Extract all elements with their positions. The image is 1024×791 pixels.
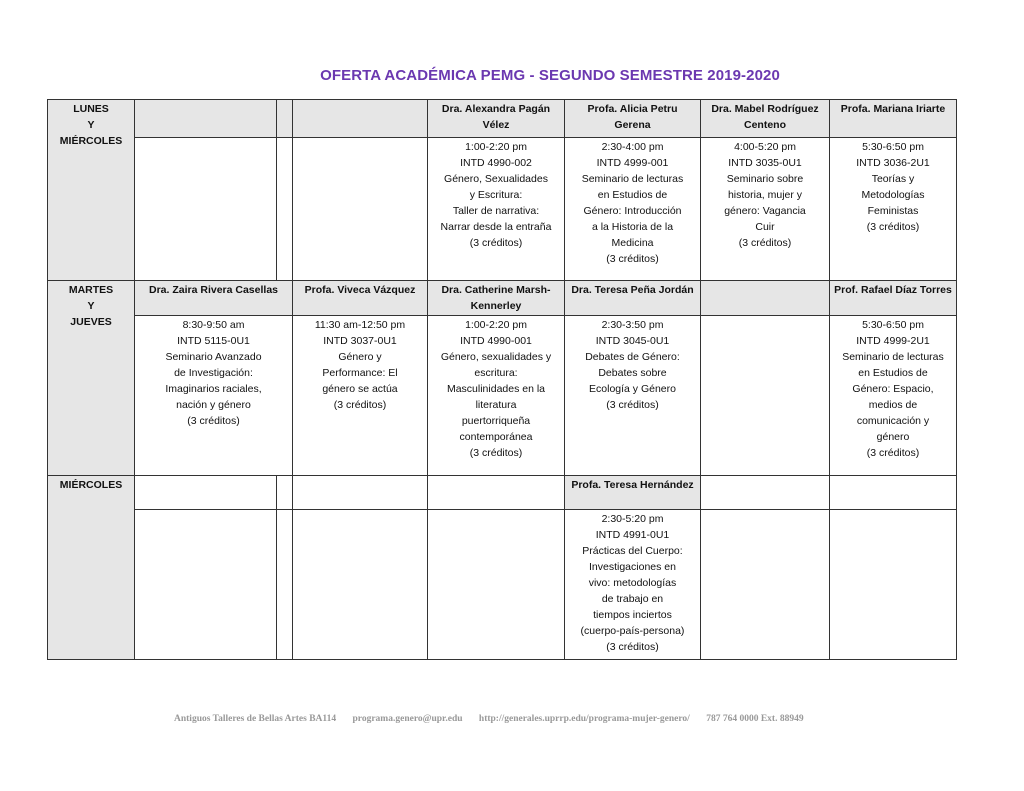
page-title: OFERTA ACADÉMICA PEMG - SEGUNDO SEMESTRE 2019-2020 — [320, 67, 780, 84]
schedule-table — [47, 99, 957, 660]
professor-cell — [701, 476, 830, 510]
course-line: Performance: El — [322, 367, 398, 379]
course-line: literatura — [475, 399, 517, 411]
course-line: comunicación y — [856, 415, 930, 427]
day-label: MIÉRCOLES — [59, 479, 123, 491]
day-label: LUNES — [73, 103, 109, 115]
professor-cell — [428, 476, 565, 510]
course-line: 8:30-9:50 am — [182, 319, 245, 331]
table-row — [48, 476, 957, 510]
course-line: (3 créditos) — [866, 447, 920, 459]
course-line: INTD 4990-001 — [460, 335, 532, 347]
course-line: 11:30 am-12:50 pm — [314, 319, 406, 331]
course-cell — [830, 316, 957, 476]
course-line: puertorriqueña — [461, 415, 531, 427]
course-line: Medicina — [611, 237, 654, 249]
course-line: Prácticas del Cuerpo: — [582, 545, 683, 557]
course-line: de Investigación: — [174, 367, 253, 379]
table-row — [48, 138, 957, 281]
day-label: MIÉRCOLES — [59, 135, 123, 147]
professor-cell: Dra. Teresa Peña Jordán — [565, 281, 701, 316]
day-label: JUEVES — [70, 316, 112, 328]
course-line: en Estudios de — [858, 367, 928, 379]
course-cell — [565, 316, 701, 476]
course-line: género — [876, 431, 910, 443]
course-line: 2:30-5:20 pm — [601, 513, 664, 525]
course-line: 2:30-4:00 pm — [601, 141, 664, 153]
course-line: Género, sexualidades y — [440, 351, 552, 363]
course-line: Seminario de lecturas — [581, 173, 684, 185]
day-cell-miercoles — [48, 476, 135, 660]
course-cell — [428, 138, 565, 281]
course-cell — [277, 510, 293, 660]
course-line: en Estudios de — [597, 189, 668, 201]
course-cell — [293, 138, 428, 281]
course-line: 2:30-3:50 pm — [601, 319, 664, 331]
course-line: 5:30-6:50 pm — [862, 141, 924, 153]
course-cell — [565, 138, 701, 281]
course-line: INTD 3037-0U1 — [323, 335, 397, 347]
professor-cell: Prof. Rafael Díaz Torres — [830, 281, 957, 316]
course-line: INTD 3035-0U1 — [728, 157, 802, 169]
course-line: Feministas — [867, 205, 919, 217]
course-line: vivo: metodologías — [588, 577, 677, 589]
course-line: Teorías y — [871, 173, 915, 185]
course-line: (3 créditos) — [333, 399, 387, 411]
footer-url[interactable]: http://generales.uprrp.edu/programa-mujer-genero/ — [478, 714, 690, 724]
course-line: Género y — [338, 351, 382, 363]
course-line: Taller de narrativa: — [452, 205, 540, 217]
day-label: MARTES — [68, 284, 114, 296]
course-line: Seminario de lecturas — [842, 351, 944, 363]
course-line: medios de — [868, 399, 918, 411]
professor-cell — [277, 476, 293, 510]
course-cell — [277, 138, 293, 281]
course-line: a la Historia de la — [591, 221, 674, 233]
course-line: (3 créditos) — [738, 237, 792, 249]
course-line: Género: Espacio, — [852, 383, 934, 395]
course-line: INTD 4991-0U1 — [595, 529, 670, 541]
course-line: Debates sobre — [598, 367, 667, 379]
footer-email[interactable]: programa.genero@upr.edu — [352, 714, 463, 724]
professor-cell — [701, 281, 830, 316]
course-line: (3 créditos) — [606, 253, 659, 265]
professor-cell — [277, 100, 293, 138]
course-line: (3 créditos) — [469, 447, 523, 459]
course-line: (3 créditos) — [187, 415, 240, 427]
table-row — [48, 316, 957, 476]
course-line: Narrar desde la entraña — [440, 221, 552, 233]
professor-cell: Profa. Viveca Vázquez — [293, 281, 428, 316]
table-row — [48, 510, 957, 660]
course-line: contemporánea — [459, 431, 533, 443]
course-cell — [830, 510, 957, 660]
course-cell — [293, 316, 428, 476]
professor-cell — [135, 476, 277, 510]
course-line: (cuerpo-país-persona) — [580, 625, 685, 637]
course-line: género se actúa — [322, 383, 398, 395]
course-line: género: Vagancia — [724, 205, 806, 217]
course-line: 5:30-6:50 pm — [862, 319, 924, 331]
course-line: INTD 4999-2U1 — [856, 335, 930, 347]
professor-cell — [830, 476, 957, 510]
course-cell — [428, 510, 565, 660]
course-line: 1:00-2:20 pm — [465, 319, 527, 331]
course-line: Género, Sexualidades — [444, 173, 548, 185]
course-line: INTD 4990-002 — [460, 157, 532, 169]
course-line: (3 créditos) — [469, 237, 523, 249]
course-cell — [701, 510, 830, 660]
course-line: Ecología y Género — [589, 383, 676, 395]
course-cell — [293, 510, 428, 660]
course-cell — [701, 138, 830, 281]
professor-cell: Profa. Alicia Petru Gerena — [565, 100, 701, 138]
day-label: Y — [87, 119, 95, 131]
day-cell-martes-jueves — [48, 281, 135, 476]
professor-cell: Dra. Catherine Marsh-Kennerley — [428, 281, 565, 316]
professor-cell — [135, 100, 277, 138]
course-line: INTD 3045-0U1 — [595, 335, 670, 347]
page-footer — [174, 714, 818, 724]
course-cell — [135, 316, 293, 476]
course-line: tiempos inciertos — [593, 609, 672, 621]
professor-cell: Dra. Alexandra Pagán Vélez — [428, 100, 565, 138]
course-line: Debates de Género: — [585, 351, 680, 363]
course-cell — [830, 138, 957, 281]
course-line: Masculinidades en la — [446, 383, 546, 395]
course-line: (3 créditos) — [606, 641, 659, 653]
table-row — [48, 100, 957, 138]
course-line: Seminario Avanzado — [165, 351, 262, 363]
course-cell — [135, 138, 277, 281]
course-line: Investigaciones en — [589, 561, 676, 573]
course-line: Seminario sobre — [726, 173, 804, 185]
course-cell — [565, 510, 701, 660]
course-line: Imaginarios raciales, — [165, 383, 262, 395]
table-row — [48, 281, 957, 316]
footer-phone: 787 764 0000 Ext. 88949 — [706, 714, 804, 724]
professor-cell: Dra. Mabel Rodríguez Centeno — [701, 100, 830, 138]
professor-cell: Profa. Mariana Iriarte — [830, 100, 957, 138]
course-line: 4:00-5:20 pm — [734, 141, 796, 153]
course-line: de trabajo en — [601, 593, 664, 605]
course-line: nación y género — [176, 399, 251, 411]
course-cell — [428, 316, 565, 476]
course-line: Cuir — [755, 221, 775, 233]
footer-address: Antiguos Talleres de Bellas Artes BA114 — [174, 714, 337, 724]
course-cell — [701, 316, 830, 476]
course-line: Metodologías — [861, 189, 925, 201]
professor-cell — [293, 476, 428, 510]
course-line: INTD 4999-001 — [596, 157, 669, 169]
course-cell — [135, 510, 277, 660]
day-cell-lunes-miercoles — [48, 100, 135, 281]
course-line: INTD 3036-2U1 — [856, 157, 930, 169]
course-line: (3 créditos) — [866, 221, 920, 233]
professor-cell — [293, 100, 428, 138]
day-label: Y — [87, 300, 95, 312]
course-line: y Escritura: — [469, 189, 523, 201]
course-line: escritura: — [474, 367, 518, 379]
course-line: 1:00-2:20 pm — [465, 141, 527, 153]
course-line: INTD 5115-0U1 — [177, 335, 250, 347]
professor-cell: Dra. Zaira Rivera Casellas — [135, 281, 293, 316]
professor-cell: Profa. Teresa Hernández — [565, 476, 701, 510]
course-line: historia, mujer y — [727, 189, 803, 201]
course-line: Género: Introducción — [583, 205, 682, 217]
course-line: (3 créditos) — [606, 399, 659, 411]
